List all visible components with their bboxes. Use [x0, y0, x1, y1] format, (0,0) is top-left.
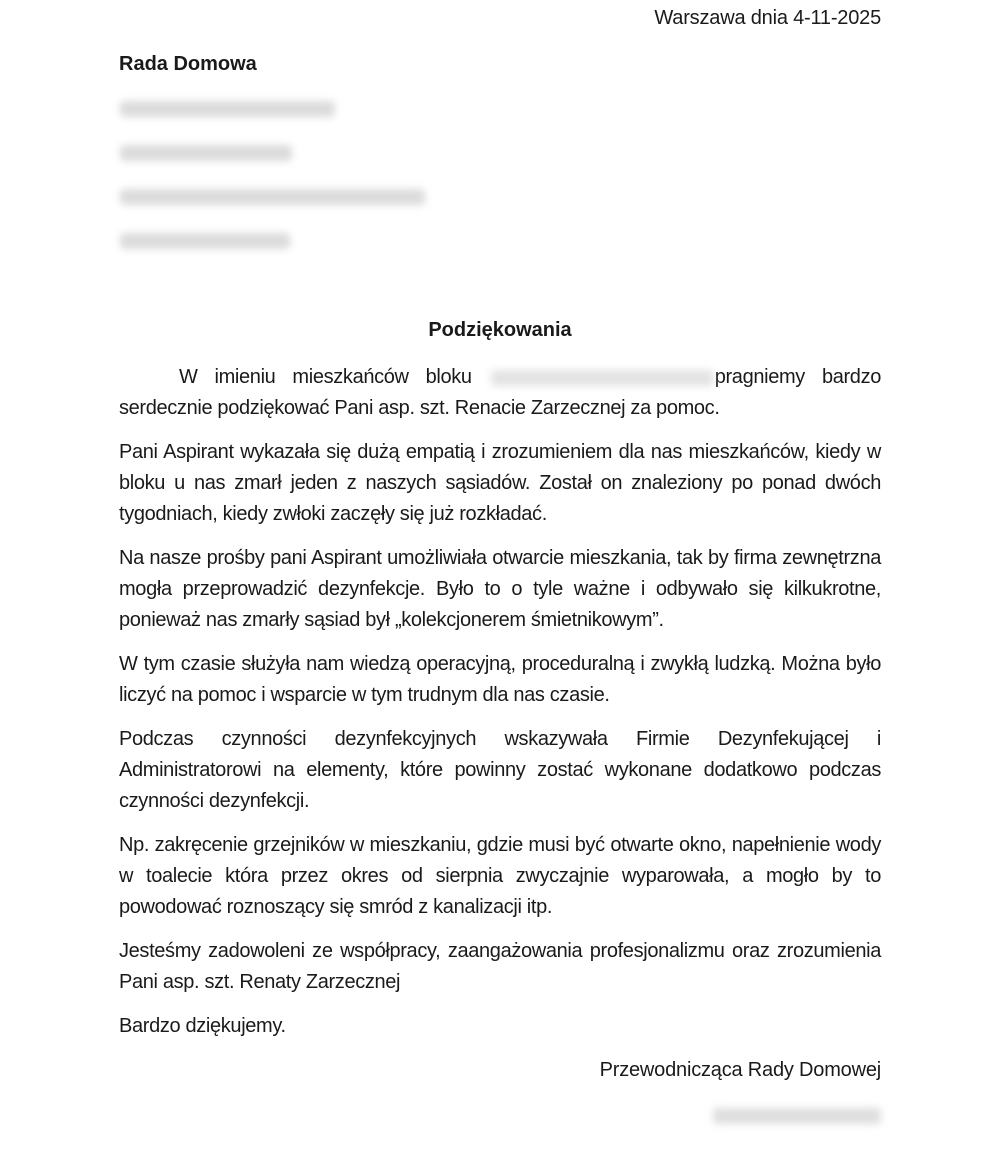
date-line: Warszawa dnia 4-11-2025 — [654, 7, 881, 29]
sender-name: Rada Domowa — [119, 53, 257, 75]
paragraph-7: Jesteśmy zadowoleni ze współpracy, zaangażowania profesjonalizmu oraz zrozumienia Pani asp. szt. Renaty Zarzecznej — [119, 940, 881, 993]
paragraph-1-end: pragniemy bardzo serdecznie podziękować Pani asp. szt. Renacie Zarzecznej za pomoc. — [119, 366, 882, 419]
paragraph-1-start: W imieniu mieszkańców bloku — [179, 366, 472, 388]
letter-body — [119, 362, 881, 1055]
redacted-address-line-4 — [120, 233, 290, 249]
redacted-address-line-1 — [120, 101, 335, 117]
redacted-block-address — [491, 370, 713, 386]
paragraph-3: Na nasze prośby pani Aspirant umożliwiała otwarcie mieszkania, tak by firma zewnętrzna mogła przeprowadzić dezynfekcje. Było to o tyle ważne i odbywało się kilkukrotne, ponieważ nas zmarły sąsiad był „kolekcjonerem śmietnikowym”. — [119, 547, 881, 631]
redacted-address-line-2 — [120, 145, 292, 161]
signature-title: Przewodnicząca Rady Domowej — [599, 1059, 881, 1081]
paragraph-2: Pani Aspirant wykazała się dużą empatią i zrozumieniem dla nas mieszkańców, kiedy w bloku u nas zmarł jeden z naszych sąsiadów. Został on znaleziony po ponad dwóch tygodniach, kiedy zwłoki zaczęły się już rozkładać. — [119, 441, 881, 525]
redacted-address-line-3 — [120, 189, 425, 205]
paragraph-8: Bardzo dziękujemy. — [119, 1015, 286, 1037]
paragraph-5: Podczas czynności dezynfekcyjnych wskazywała Firmie Dezynfekującej i Administratorowi na elementy, które powinny zostać wykonane dodatkowo podczas czynności dezynfekcji. — [119, 728, 881, 812]
paragraph-1 — [119, 362, 881, 424]
letter-title: Podziękowania — [428, 319, 572, 341]
redacted-signature-name — [713, 1108, 881, 1124]
paragraph-4: W tym czasie służyła nam wiedzą operacyjną, proceduralną i zwykłą ludzką. Można było liczyć na pomoc i wsparcie w tym trudnym dla nas czasie. — [119, 653, 881, 706]
paragraph-6: Np. zakręcenie grzejników w mieszkaniu, gdzie musi być otwarte okno, napełnienie wody w toalecie która przez okres od sierpnia zwyczajnie wyparowała, a mogło by to powodować roznoszący się smród z kanalizacji itp. — [119, 834, 881, 918]
